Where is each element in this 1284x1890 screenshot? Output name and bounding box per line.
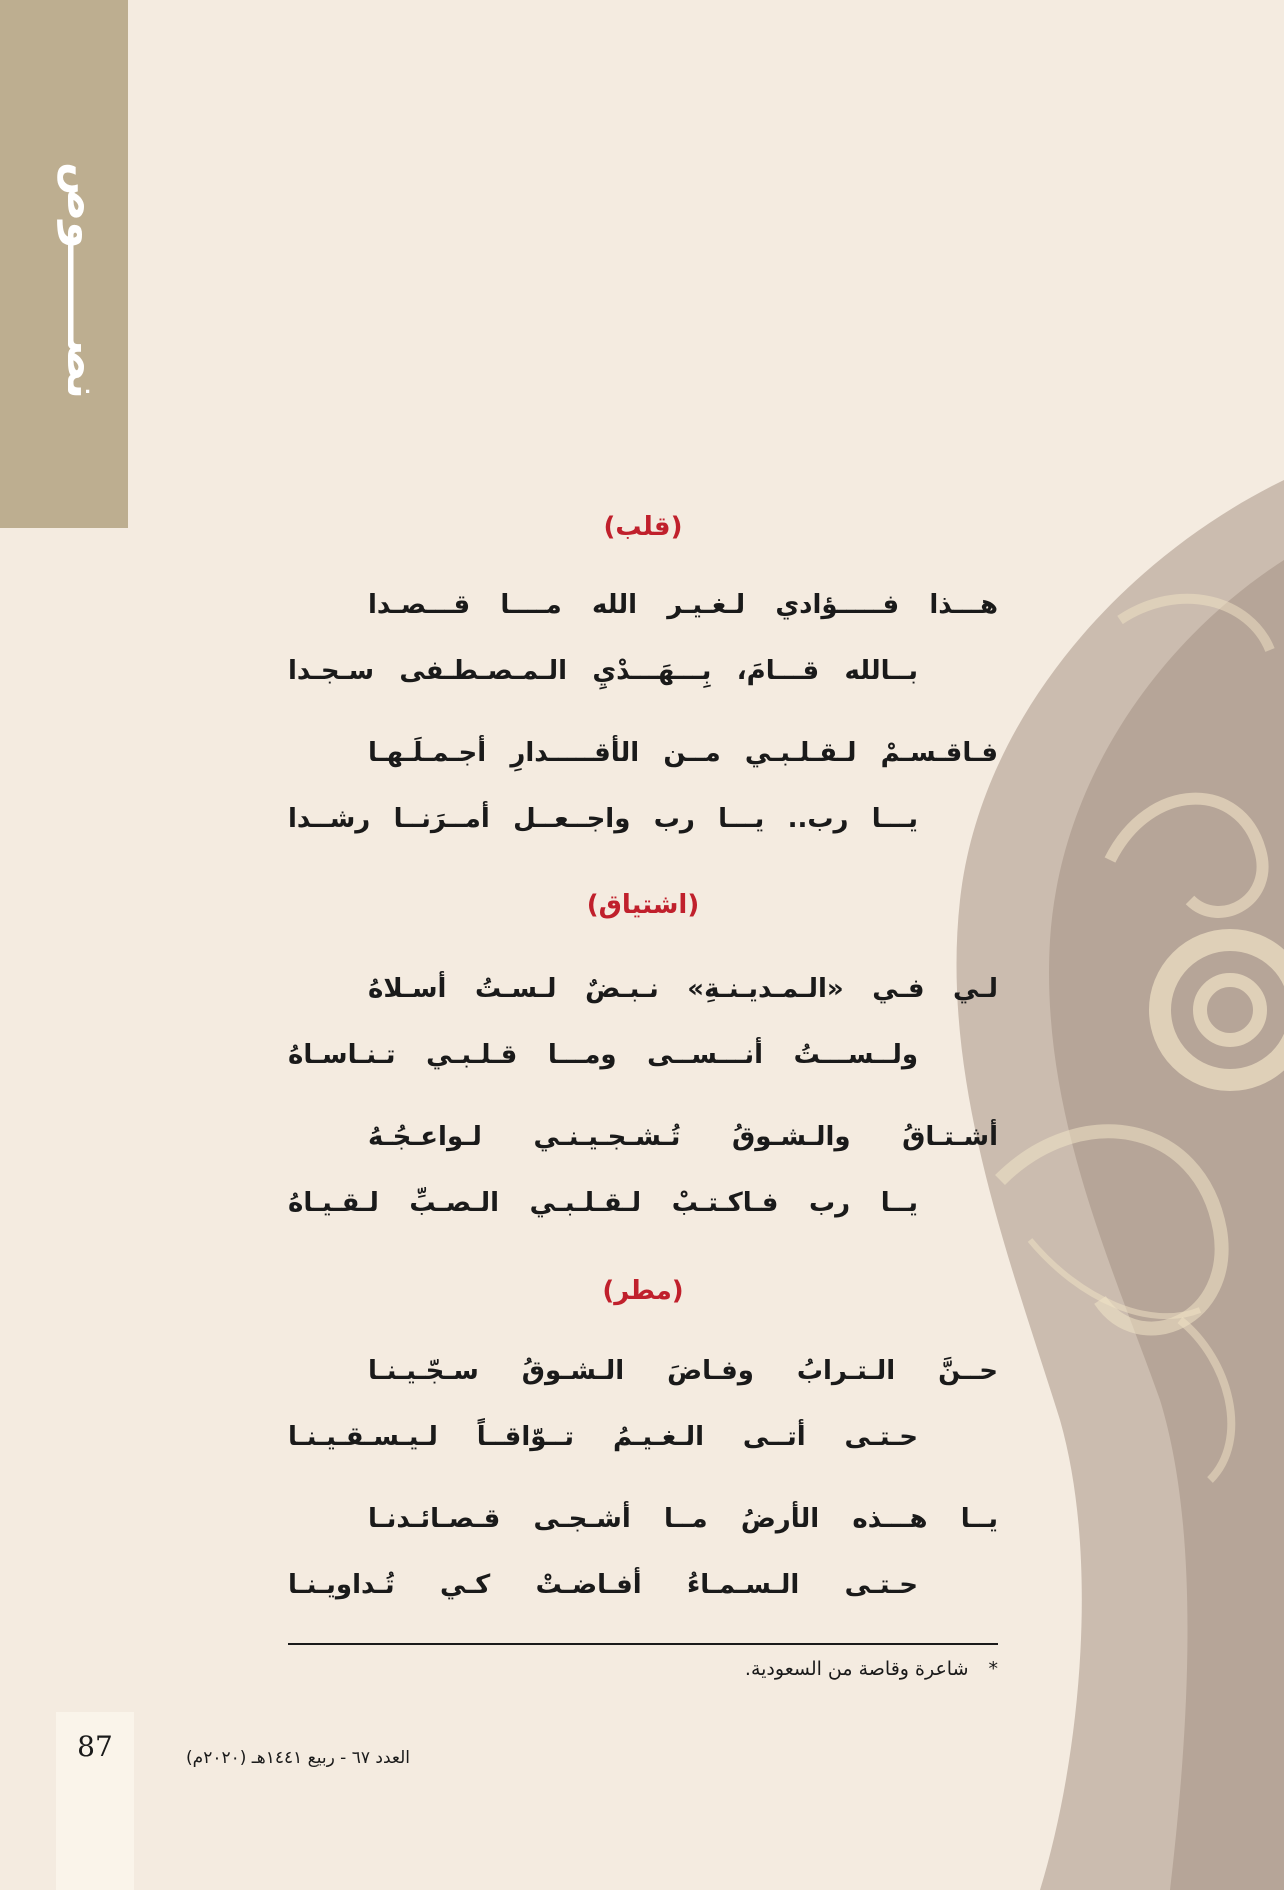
footnote-text: شاعرة وقاصة من السعودية.: [744, 1658, 969, 1680]
verse-line: بــالله قـــامَ، بِـــهَـــدْيِ الـمـصـطـفى سـجـدا: [288, 656, 918, 686]
verse-line: ولــســـتُ أنـــســى ومـــا قـلـبـي تـنـاسـاهُ: [288, 1040, 918, 1070]
footnote-divider: [288, 1643, 998, 1645]
verse-line: لـي فـي «الـمـديـنـةِ» نـبـضٌ لـسـتُ أسـلاهُ: [368, 974, 998, 1004]
section-title-ishtiyaq: (اشتياق): [586, 890, 700, 920]
verse-line: حــنَّ الـتـرابُ وفـاضَ الـشـوقُ سـجّـيـنـا: [368, 1356, 998, 1386]
verse-line: حـتـى الـسـمـاءُ أفـاضـتْ كـي تُـداويـنـا: [288, 1570, 918, 1600]
verse-line: أشـتـاقُ والـشـوقُ تُـشـجـيـنـي لـواعـجُـهُ: [368, 1122, 998, 1152]
footnote-marker: *: [988, 1658, 998, 1680]
section-title-matar: (مطر): [602, 1276, 684, 1306]
page-number: 87: [77, 1730, 113, 1763]
issue-info: العدد ٦٧ - ربيع ١٤٤١هـ (٢٠٢٠م): [186, 1748, 410, 1768]
verse-line: يــا رب فـاكـتـبْ لـقـلـبـي الـصـبِّ لـقـيـاهُ: [288, 1188, 918, 1218]
verse-line: يــا هـــذه الأرضُ مــا أشـجـى قـصـائـدنـا: [368, 1504, 998, 1534]
footnote: [288, 1658, 998, 1680]
verse-line: هـــذا فـــــؤادي لـغـيـر الله مــــا قـــصـدا: [368, 590, 998, 620]
section-tab: [0, 0, 128, 528]
section-tab-label: نصــــــوص: [57, 161, 108, 399]
verse-line: حـتـى أتــى الـغـيـمُ تــوّاقــاً لـيـسـقـيـنـا: [288, 1422, 918, 1452]
section-title-qalb: (قلب): [603, 512, 683, 542]
verse-line: فـاقـسـمْ لـقـلـبـي مــن الأقـــــدارِ أجـمـلَـهـا: [368, 738, 998, 768]
verse-line: يـــا رب.. يـــا رب واجــعــل أمــرَنــا رشــدا: [288, 804, 918, 834]
